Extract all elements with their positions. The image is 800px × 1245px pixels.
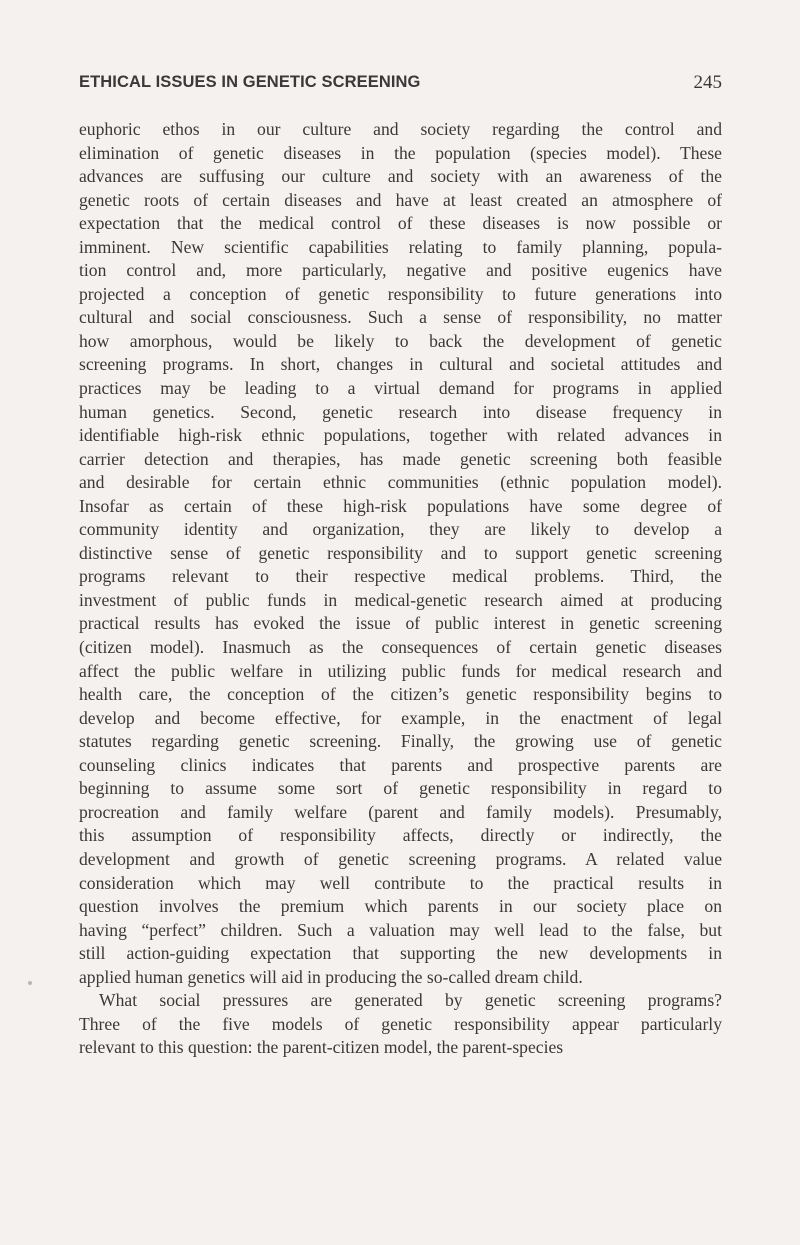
text-line: genetic roots of certain diseases and have at least created an atmosphere of [79,189,722,210]
body-text [79,118,722,1060]
text-line: procreation and family welfare (parent and family models). Presumably, [79,801,722,822]
text-line: development and growth of genetic screening programs. A related value [79,848,722,869]
text-line: counseling clinics indicates that parents and prospective parents are [79,754,722,775]
text-line: Three of the five models of genetic responsibility appear particularly [79,1013,722,1034]
margin-mark [28,981,32,985]
text-line: elimination of genetic diseases in the population (species model). These [79,142,722,163]
text-line: practices may be leading to a virtual demand for programs in applied [79,378,722,399]
text-line: community identity and organization, they are likely to develop a [79,519,722,540]
page-number: 245 [693,72,722,93]
text-line: cultural and social consciousness. Such a sense of responsibility, no matter [79,307,722,328]
text-line: having “perfect” children. Such a valuation may well lead to the false, but [79,919,722,940]
text-line: What social pressures are generated by genetic screening programs? [99,990,722,1011]
text-line: (citizen model). Inasmuch as the consequences of certain genetic diseases [79,637,722,658]
text-line: develop and become effective, for example, in the enactment of legal [79,707,722,728]
text-line: imminent. New scientific capabilities relating to family planning, popula- [79,236,722,257]
text-line: projected a conception of genetic responsibility to future generations into [79,283,722,304]
text-line: still action-guiding expectation that supporting the new developments in [79,943,722,964]
text-line: affect the public welfare in utilizing public funds for medical research and [79,660,722,681]
text-line: question involves the premium which parents in our society place on [79,896,722,917]
text-line: statutes regarding genetic screening. Finally, the growing use of genetic [79,731,722,752]
text-line: human genetics. Second, genetic research into disease frequency in [79,401,722,422]
text-line: how amorphous, would be likely to back the development of genetic [79,330,722,351]
text-line: carrier detection and therapies, has made genetic screening both feasible [79,448,722,469]
text-line: health care, the conception of the citizen’s genetic responsibility begins to [79,684,722,705]
text-line: relevant to this question: the parent-citizen model, the parent-species [79,1037,564,1058]
running-head: ETHICAL ISSUES IN GENETIC SCREENING [79,73,421,91]
text-line: and desirable for certain ethnic communities (ethnic population model). [79,472,722,493]
text-line: identifiable high-risk ethnic populations, together with related advances in [79,425,722,446]
text-line: tion control and, more particularly, negative and positive eugenics have [79,260,722,281]
text-line: advances are suffusing our culture and society with an awareness of the [79,166,722,187]
text-line: programs relevant to their respective medical problems. Third, the [79,566,722,587]
text-line: euphoric ethos in our culture and society regarding the control and [79,119,722,139]
text-line: investment of public funds in medical-genetic research aimed at producing [79,589,722,610]
text-line: Insofar as certain of these high-risk populations have some degree of [79,495,722,516]
text-line: distinctive sense of genetic responsibility and to support genetic screening [79,542,722,563]
text-line: practical results has evoked the issue of public interest in genetic screening [79,613,722,634]
text-line: beginning to assume some sort of genetic responsibility in regard to [79,778,722,799]
text-line: this assumption of responsibility affects, directly or indirectly, the [79,825,722,846]
text-line: applied human genetics will aid in producing the so-called dream child. [79,966,583,987]
text-line: expectation that the medical control of these diseases is now possible or [79,213,722,234]
text-line: screening programs. In short, changes in cultural and societal attitudes and [79,354,722,375]
text-line: consideration which may well contribute to the practical results in [79,872,722,893]
